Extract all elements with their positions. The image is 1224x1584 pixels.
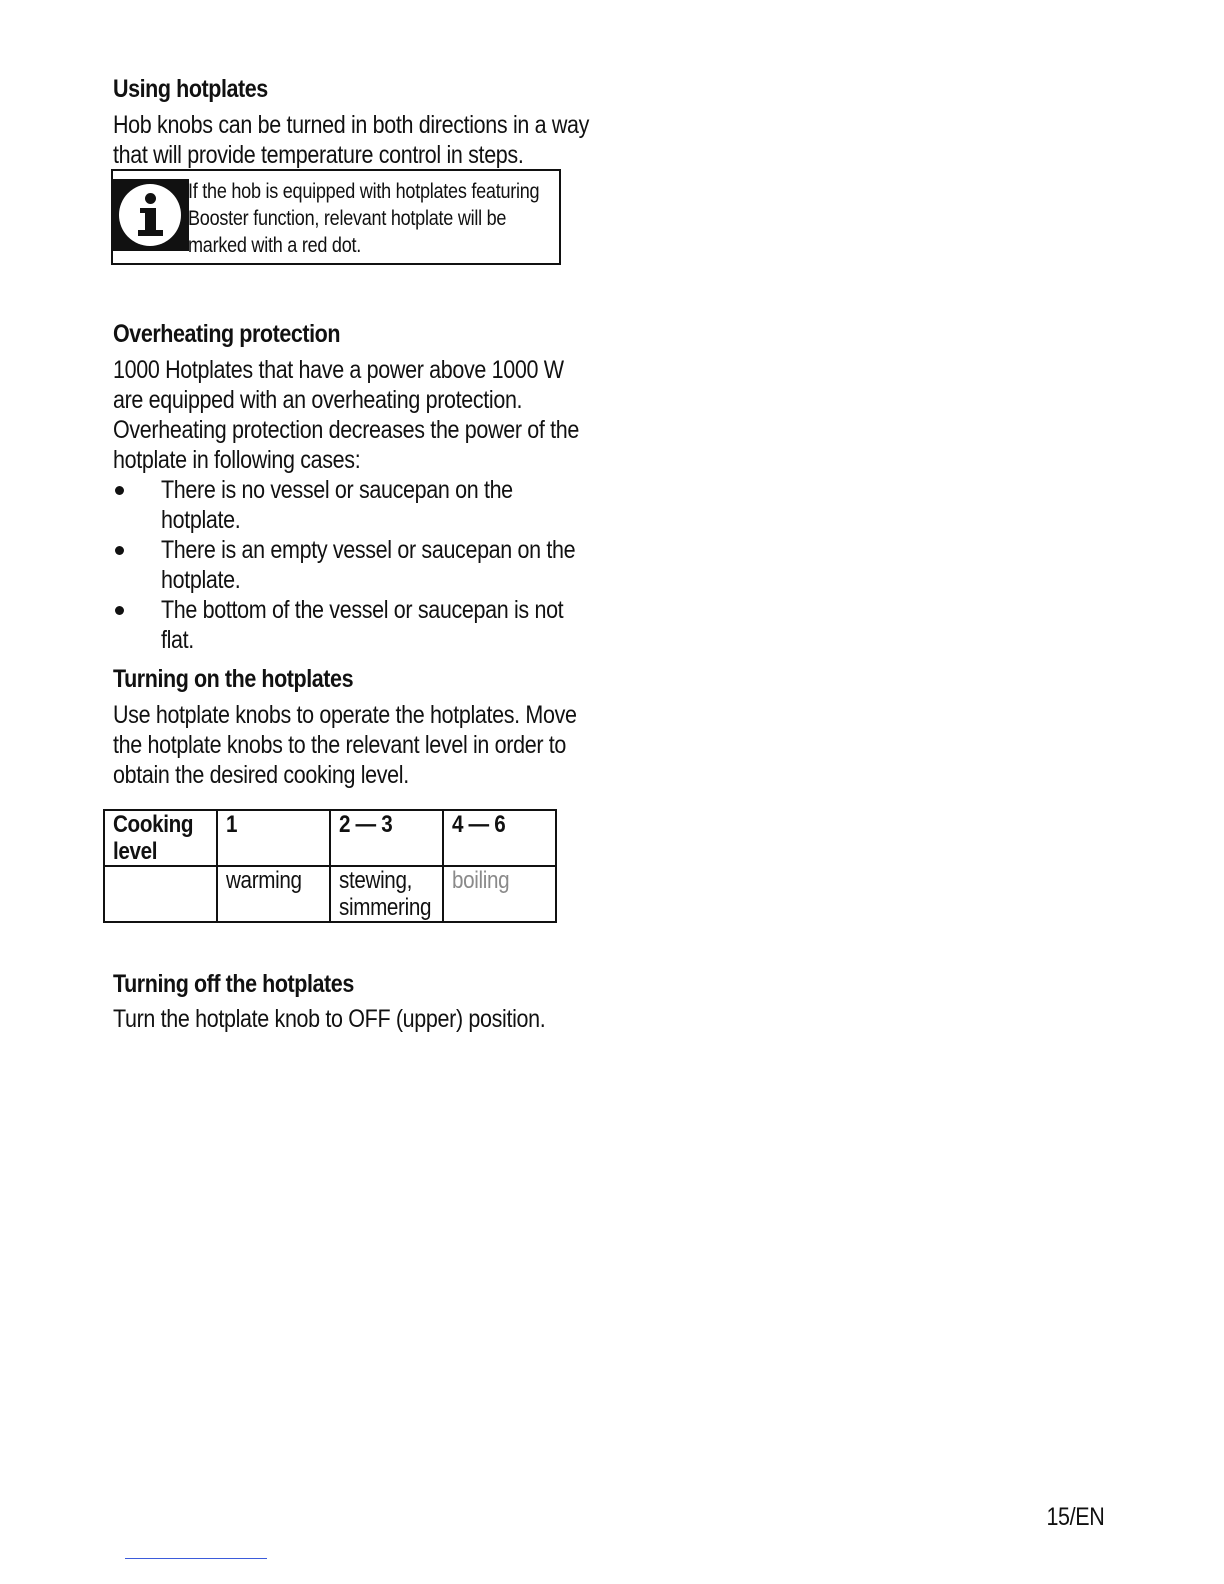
- table-cell: boiling: [443, 866, 556, 922]
- table-row: [104, 810, 556, 866]
- paragraph-overheating-protection: 1000 Hotplates that have a power above 1000 W are equipped with an overheating protection. Overheating protection decreases the power of the hotplate in following cases:: [113, 356, 579, 474]
- list-item: [113, 595, 651, 655]
- paragraph-turning-off: Turn the hotplate knob to OFF (upper) position.: [113, 1005, 546, 1033]
- paragraph-turning-on: Use hotplate knobs to operate the hotplates. Move the hotplate knobs to the relevant level in order to obtain the desired cooking level.: [113, 701, 577, 789]
- page-number: 15/EN: [1045, 1503, 1104, 1531]
- list-item: [113, 535, 651, 595]
- overheating-cases-list: [113, 475, 651, 655]
- table-cell: [104, 866, 217, 922]
- heading-using-hotplates: Using hotplates: [113, 75, 268, 103]
- heading-turning-on: Turning on the hotplates: [113, 665, 354, 693]
- table-cell: warming: [217, 866, 330, 922]
- bullet-icon: [115, 546, 124, 555]
- info-icon: [113, 179, 189, 251]
- list-item-text: There is an empty vessel or saucepan on the hotplate.: [161, 536, 576, 594]
- bullet-icon: [115, 606, 124, 615]
- cooking-level-table: [103, 809, 557, 923]
- info-note-text: If the hob is equipped with hotplates featuring Booster function, relevant hotplate will be marked with a red dot.: [188, 180, 540, 257]
- table-cell: stewing, simmering: [330, 866, 443, 922]
- list-item-text: There is no vessel or saucepan on the hotplate.: [161, 476, 513, 534]
- heading-turning-off: Turning off the hotplates: [113, 970, 354, 998]
- table-row: [104, 866, 556, 922]
- table-header-cell: Cooking level: [104, 810, 217, 866]
- table-header-cell: 1: [217, 810, 330, 866]
- table-header-cell: 2 — 3: [330, 810, 443, 866]
- list-item-text: The bottom of the vessel or saucepan is not flat.: [161, 596, 564, 654]
- table-header-cell: 4 — 6: [443, 810, 556, 866]
- paragraph-using-hotplates: Hob knobs can be turned in both directions in a way that will provide temperature control in steps.: [113, 111, 590, 169]
- info-note-box: [111, 169, 561, 265]
- heading-overheating-protection: Overheating protection: [113, 320, 341, 348]
- list-item: [113, 475, 651, 535]
- footer-divider: [125, 1558, 267, 1559]
- bullet-icon: [115, 486, 124, 495]
